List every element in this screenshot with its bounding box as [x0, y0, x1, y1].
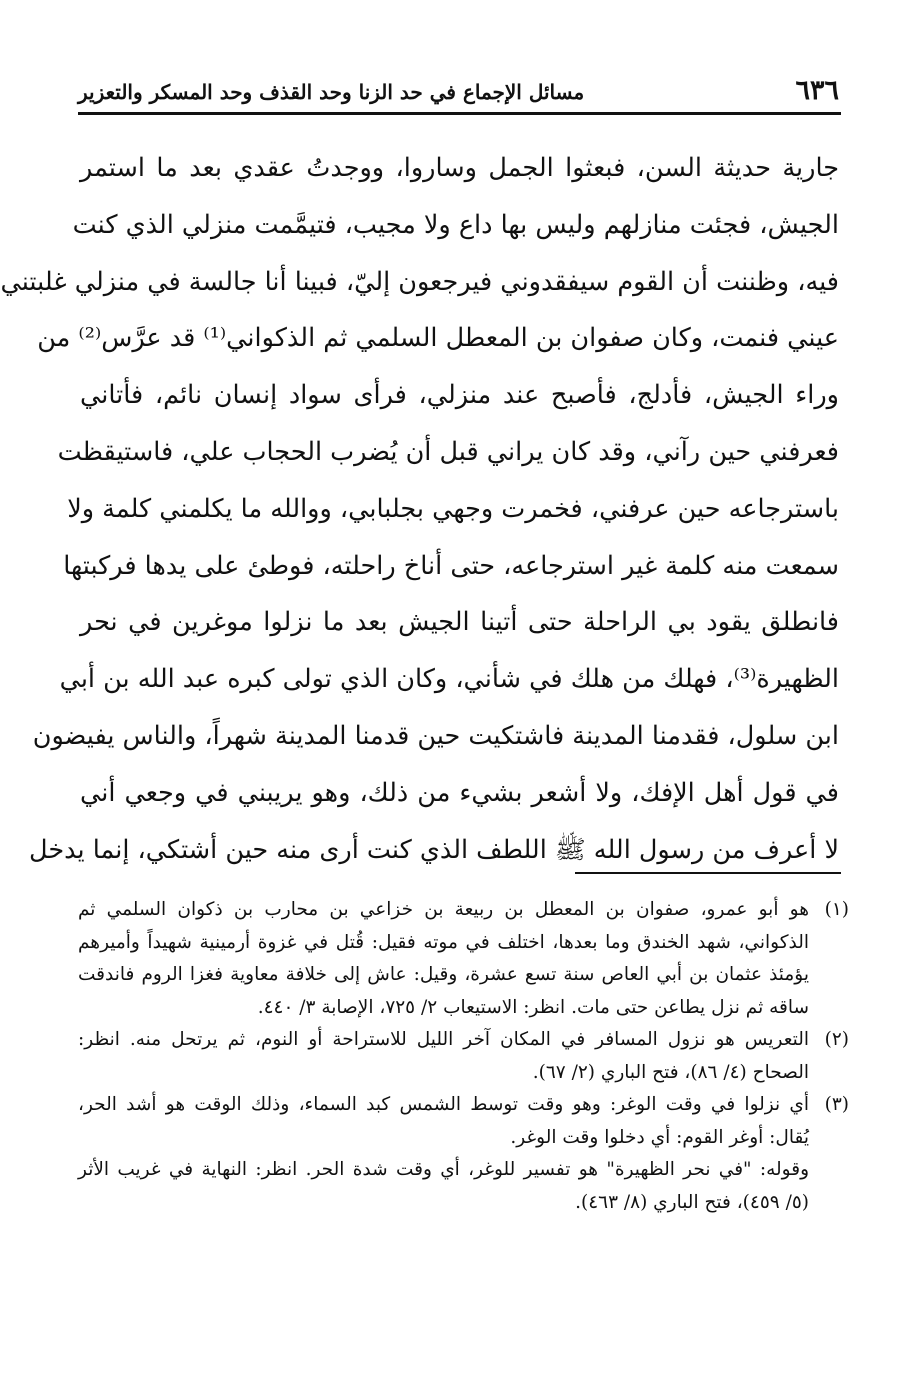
- text-line: جارية حديثة السن، فبعثوا الجمل وساروا، ووجدتُ عقدي بعد ما استمر: [80, 153, 839, 183]
- text-line: ابن سلول، فقدمنا المدينة فاشتكيت حين قدمنا المدينة شهراً، والناس يفيضون: [32, 720, 839, 751]
- footnote-number: (١): [824, 899, 849, 920]
- text-line: في قول أهل الإفك، ولا أشعر بشيء من ذلك، وهو يريبني في وجعي أني: [80, 777, 839, 808]
- footnote-line: ساقه ثم نزل يطاعن حتى مات. انظر: الاستيعاب ٢/ ٧٢٥، الإصابة ٣/ ٤٤٠.: [257, 996, 809, 1018]
- footnote-line: التعريس هو نزول المسافر في المكان آخر الليل للاستراحة أو النوم، ثم يرتحل منه. انظر:: [78, 1029, 809, 1050]
- footnote-line: يُقال: أوغر القوم: أي دخلوا وقت الوغر.: [510, 1126, 809, 1148]
- text-line: عيني فنمت، وكان صفوان بن المعطل السلمي ثم الذكواني⁽¹⁾ قد عرَّس⁽²⁾ من: [37, 323, 839, 354]
- footnote-line: (٥/ ٤٥٩)، فتح الباري (٨/ ٤٦٣).: [575, 1191, 809, 1213]
- header-rule: [78, 112, 841, 115]
- text-line: الظهيرة⁽³⁾، فهلك من هلك في شأني، وكان الذي تولى كبره عبد الله بن أبي: [59, 664, 839, 695]
- main-text: [0, 140, 839, 878]
- page-header: [78, 60, 839, 108]
- footnote-number: (٣): [824, 1094, 849, 1115]
- footnote-line: أي نزلوا في وقت الوغر: وهو وقت توسط الشمس كبد السماء، وذلك الوقت هو أشد الحر،: [78, 1094, 809, 1115]
- text-line: وراء الجيش، فأدلج، فأصبح عند منزلي، فرأى سواد إنسان نائم، فأتاني: [80, 380, 839, 411]
- footnote-line: وقوله: "في نحر الظهيرة" هو تفسير للوغر، أي وقت شدة الحر. انظر: النهاية في غريب الأثر: [78, 1159, 809, 1180]
- footnote-3: [78, 1089, 849, 1219]
- text-line: فانطلق يقود بي الراحلة حتى أتينا الجيش بعد ما نزلوا موغرين في نحر: [80, 607, 839, 638]
- text-line: فيه، وظننت أن القوم سيفقدوني فيرجعون إليّ، فبينا أنا جالسة في منزلي غلبتني: [0, 266, 839, 297]
- footnote-line: الصحاح (٤/ ٨٦)، فتح الباري (٢/ ٦٧).: [532, 1061, 809, 1083]
- text-line: سمعت منه كلمة غير استرجاعه، حتى أناخ راحلته، فوطئ على يدها فركبتها: [63, 550, 839, 581]
- footnote-line: هو أبو عمرو، صفوان بن المعطل بن ربيعة بن خزاعي بن محارب بن ذكوان السلمي ثم: [78, 899, 809, 920]
- footnote-1: [78, 894, 849, 1024]
- footnote-line: الذكواني، شهد الخندق وما بعدها، اختلف في موته فقيل: قُتل في غزوة أرمينية شهيداً وأميرهم: [78, 931, 809, 953]
- page-number: ٦٣٦: [795, 75, 839, 106]
- text-line: باسترجاعه حين عرفني، فخمرت وجهي بجلبابي، ووالله ما يكلمني كلمة ولا: [67, 493, 839, 524]
- footnotes: [78, 894, 849, 1219]
- footnote-line: يؤمئذ عثمان بن أبي العاص سنة تسع عشرة، وقيل: عاش إلى خلافة معاوية فغزا الروم فاندقت: [78, 964, 809, 985]
- footnote-2: [78, 1024, 849, 1089]
- text-line: الجيش، فجئت منازلهم وليس بها داع ولا مجيب، فتيمَّمت منزلي الذي كنت: [72, 209, 839, 240]
- text-line: فعرفني حين رآني، وقد كان يراني قبل أن يُضرب الحجاب علي، فاستيقظت: [57, 436, 839, 467]
- footnote-separator: [575, 872, 841, 874]
- running-title: مسائل الإجماع في حد الزنا وحد القذف وحد المسكر والتعزير: [78, 80, 585, 104]
- text-line: لا أعرف من رسول الله ﷺ اللطف الذي كنت أرى منه حين أشتكي، إنما يدخل: [29, 834, 839, 865]
- footnote-number: (٢): [824, 1029, 849, 1050]
